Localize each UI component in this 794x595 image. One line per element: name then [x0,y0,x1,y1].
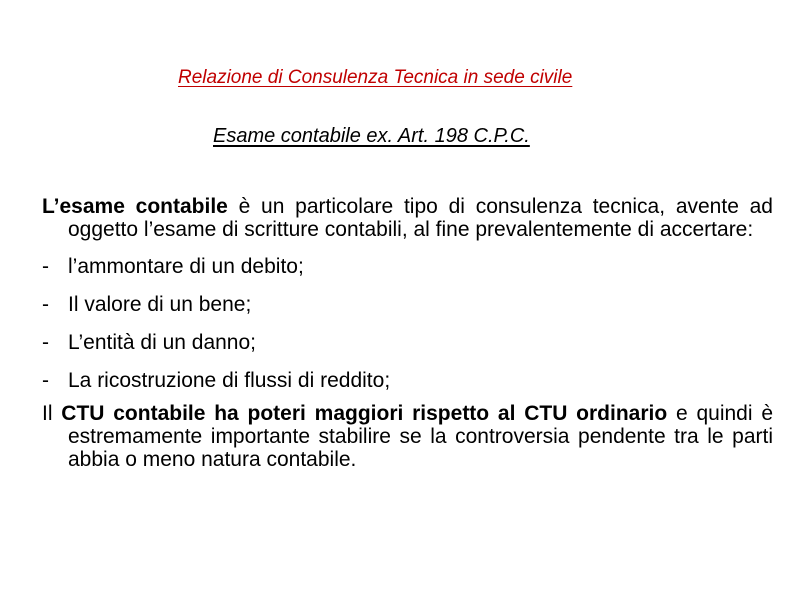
closing-paragraph [42,402,773,471]
body-text [42,195,773,471]
list-item [42,285,773,323]
list-item [42,247,773,285]
list-item-text: L’entità di un danno; [68,330,256,354]
list-item-text: Il valore di un bene; [68,292,252,316]
bullet-marker: - [42,330,49,354]
bullet-marker: - [42,368,49,392]
page-title: Relazione di Consulenza Tecnica in sede civile [178,67,573,88]
list-item [42,361,773,399]
intro-paragraph [42,195,773,241]
list-item-text: La ricostruzione di flussi di reddito; [68,368,391,392]
intro-rest: è un particolare tipo di consulenza tecnica, avente ad oggetto l’esame di scritture contabili, al fine prevalentemente di accertare: [68,195,773,241]
bullet-list [42,247,773,399]
closing-prefix: Il [42,402,62,425]
bullet-marker: - [42,292,49,316]
list-item [42,323,773,361]
bullet-marker: - [42,254,49,278]
closing-rest: e quindi è estremamente importante stabilire se la controversia pendente tra le parti abbia o meno natura contabile. [68,402,773,471]
intro-bold: L’esame contabile [42,195,228,218]
closing-bold: CTU contabile ha poteri maggiori rispetto al CTU ordinario [61,402,668,425]
list-item-text: l’ammontare di un debito; [68,254,304,278]
page-subtitle: Esame contabile ex. Art. 198 C.P.C. [213,125,530,147]
